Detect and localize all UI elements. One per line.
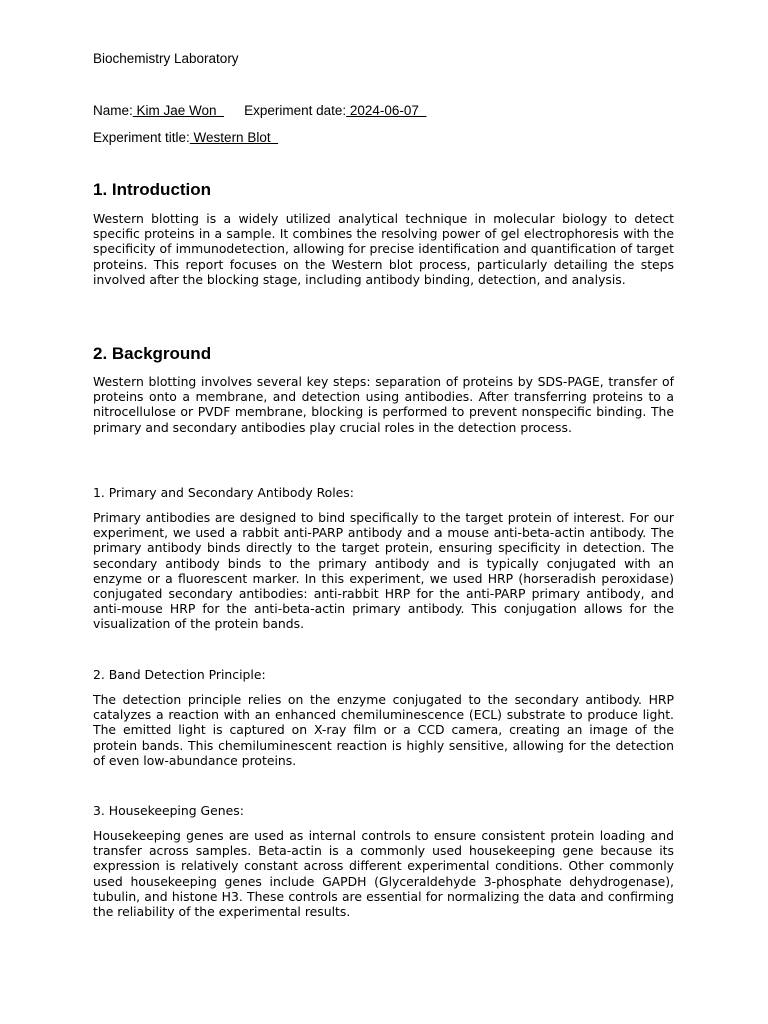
lab-name: Biochemistry Laboratory [93, 51, 239, 66]
name-date-line [93, 103, 426, 118]
subsection-body-band-detection: The detection principle relies on the enzyme conjugated to the secondary antibody. HRP catalyzes a reaction with an enhanced chemiluminescence (ECL) substrate to produce light. The emitted light is captured on X-ray film or a CCD camera, creating an image of the protein bands. This chemiluminescent reaction is highly sensitive, allowing for the detection of even low-abundance proteins. [93, 692, 674, 768]
subsection-body-antibody-roles: Primary antibodies are designed to bind specifically to the target protein of interest. For our experiment, we used a rabbit anti-PARP antibody and a mouse anti-beta-actin antibody. The primary antibody binds directly to the target protein, ensuring specificity in detection. The secondary antibody binds to the primary antibody and is typically conjugated with an enzyme or a fluorescent marker. In this experiment, we used HRP (horseradish peroxidase) conjugated secondary antibodies: anti-rabbit HRP for the anti-PARP primary antibody, and anti-mouse HRP for the anti-beta-actin primary antibody. This conjugation allows for the visualization of the protein bands. [93, 510, 674, 632]
title-label: Experiment title: [93, 130, 190, 145]
section-heading-background: 2. Background [93, 344, 212, 363]
section-body-introduction: Western blotting is a widely utilized analytical technique in molecular biology to detect specific proteins in a sample. It combines the resolving power of gel electrophoresis with the specificity of immunodetection, allowing for precise identification and quantification of target proteins. This report focuses on the Western blot process, particularly detailing the steps involved after the blocking stage, including antibody binding, detection, and analysis. [93, 211, 674, 287]
subsection-title-antibody-roles: 1. Primary and Secondary Antibody Roles: [93, 485, 354, 500]
section-body-background: Western blotting involves several key steps: separation of proteins by SDS-PAGE, transfer of proteins onto a membrane, and detection using antibodies. After transferring proteins to a nitrocellulose or PVDF membrane, blocking is performed to prevent nonspecific binding. The primary and secondary antibodies play crucial roles in the detection process. [93, 374, 674, 435]
name-value: Kim Jae Won [132, 103, 225, 118]
title-line [93, 130, 278, 145]
subsection-title-housekeeping: 3. Housekeeping Genes: [93, 803, 244, 818]
date-label: Experiment date: [244, 103, 347, 118]
title-value: Western Blot [189, 130, 279, 145]
section-heading-introduction: 1. Introduction [93, 180, 212, 199]
subsection-title-band-detection: 2. Band Detection Principle: [93, 667, 266, 682]
name-label: Name: [93, 103, 133, 118]
subsection-body-housekeeping: Housekeeping genes are used as internal controls to ensure consistent protein loading and transfer across samples. Beta-actin is a commonly used housekeeping gene because its expression is relatively constant across different experimental conditions. Other commonly used housekeeping genes include GAPDH (Glyceraldehyde 3-phosphate dehydrogenase), tubulin, and histone H3. These controls are essential for normalizing the data and confirming the reliability of the experimental results. [93, 828, 674, 920]
date-value: 2024-06-07 [346, 103, 427, 118]
